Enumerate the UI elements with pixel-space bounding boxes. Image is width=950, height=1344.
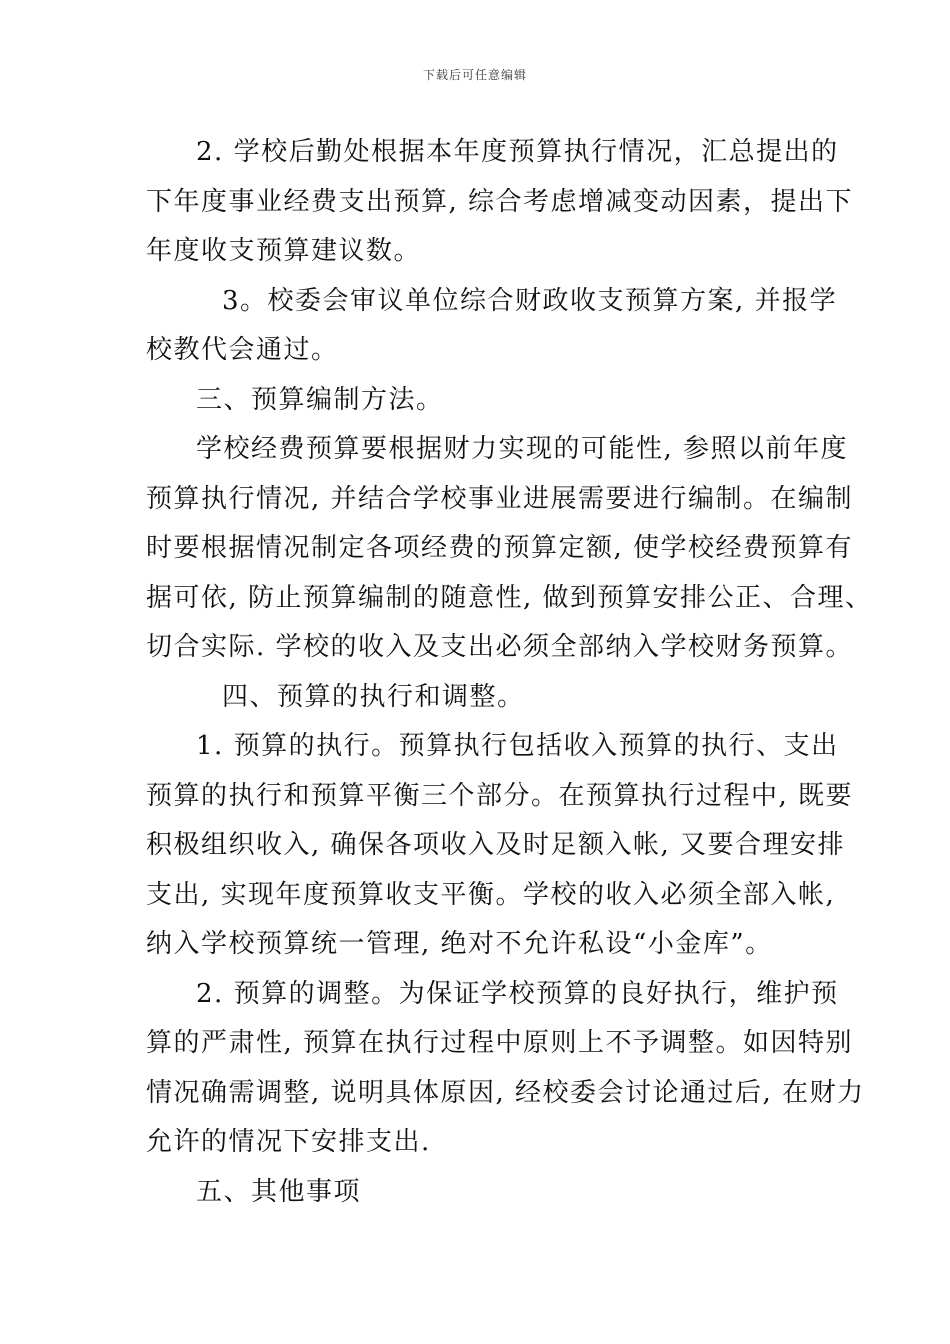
- text-line: 3。校委会审议单位综合财政收支预算方案, 并报学: [222, 285, 838, 316]
- text-line: 学校经费预算要根据财力实现的可能性, 参照以前年度: [196, 434, 849, 464]
- page-header: 下载后可任意编辑: [422, 68, 527, 82]
- text-line: 允许的情况下安排支出.: [146, 1127, 431, 1157]
- text-line: 据可依, 防止预算编制的随意性, 做到预算安排公正、合理、: [146, 582, 873, 613]
- section-heading: 四、预算的执行和调整。: [222, 681, 525, 712]
- text-line: 年度收支预算建议数。: [146, 236, 422, 266]
- document-body: [146, 128, 873, 1217]
- text-line: 切合实际. 学校的收入及支出必须全部纳入学校财务预算。: [146, 632, 854, 662]
- text-line: 算的严肃性, 预算在执行过程中原则上不予调整。如因特别: [146, 1028, 854, 1058]
- text-line: 积极组织收入, 确保各项收入及时足额入帐, 又要合理安排: [146, 830, 846, 860]
- section-heading: 五、其他事项: [196, 1176, 362, 1207]
- text-line: 预算的执行和预算平衡三个部分。在预算执行过程中, 既要: [146, 780, 854, 811]
- text-line: 2. 学校后勤处根据本年度预算执行情况，汇总提出的: [196, 137, 839, 167]
- text-line: 下年度事业经费支出预算, 综合考虑增减变动因素，提出下: [146, 186, 854, 217]
- text-line: 预算执行情况, 并结合学校事业进展需要进行编制。在编制: [146, 483, 854, 514]
- text-line: 2. 预算的调整。为保证学校预算的良好执行，维护预: [196, 978, 839, 1009]
- section-heading: 三、预算编制方法。: [196, 384, 444, 415]
- text-line: 支出, 实现年度预算收支平衡。学校的收入必须全部入帐,: [146, 879, 836, 910]
- text-line: 校教代会通过。: [146, 335, 339, 365]
- text-line: 1. 预算的执行。预算执行包括收入预算的执行、支出: [196, 731, 839, 761]
- text-line: 时要根据情况制定各项经费的预算定额, 使学校经费预算有: [146, 533, 854, 563]
- text-line: 情况确需调整, 说明具体原因, 经校委会讨论通过后, 在财力: [146, 1077, 865, 1108]
- text-line: 纳入学校预算统一管理, 绝对不允许私设“小金库”。: [146, 929, 773, 959]
